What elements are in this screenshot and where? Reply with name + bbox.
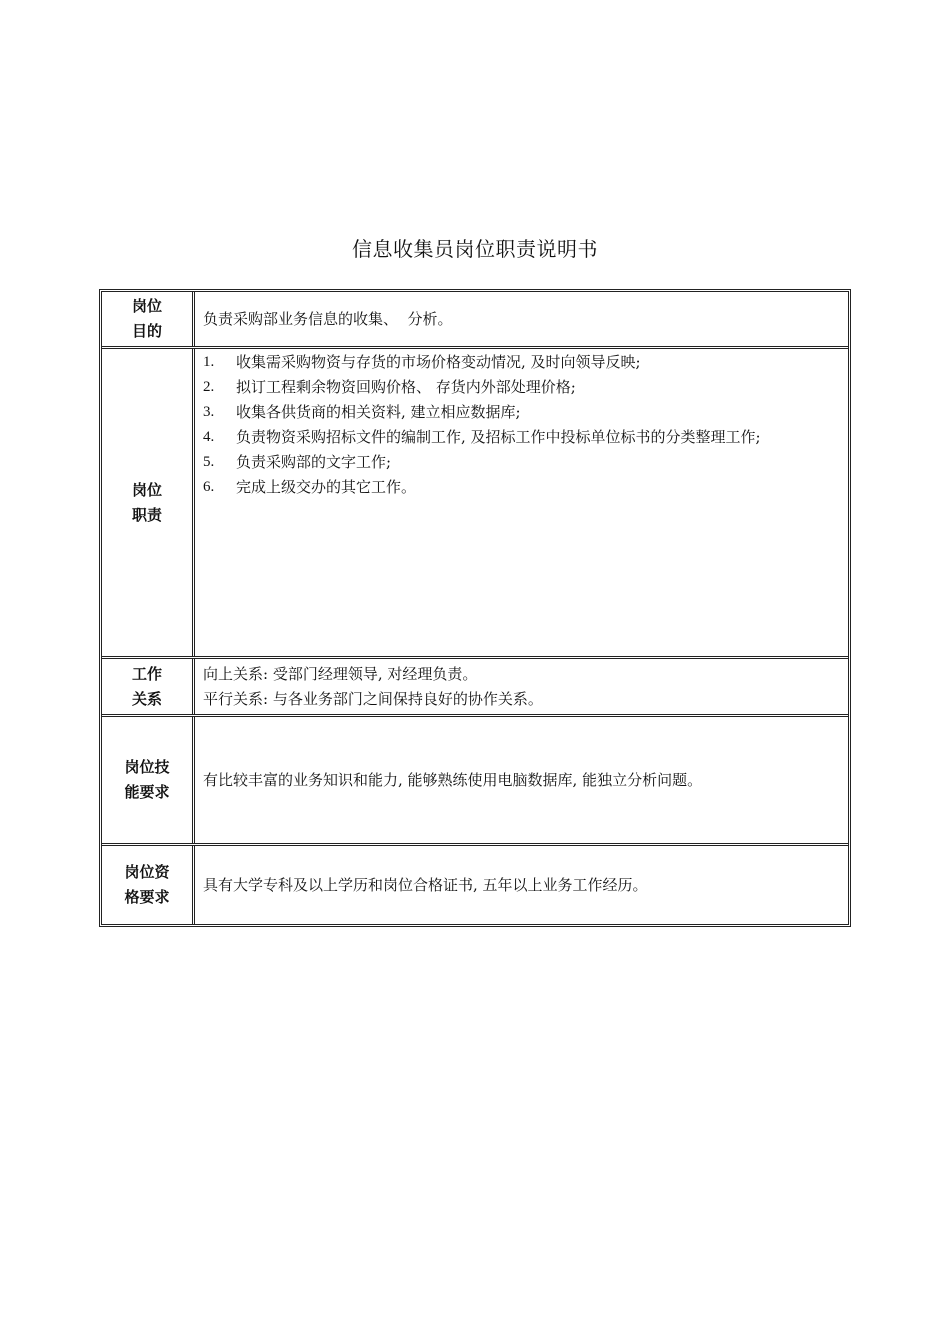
purpose-label-line1: 岗位 [131,297,162,315]
duty-text: 收集各供货商的相关资料, 建立相应数据库; [236,403,521,421]
upward-relation: 向上关系: 受部门经理领导, 对经理负责。 [203,665,478,683]
duties-label-line2: 职责 [131,505,162,524]
duty-text: 负责物资采购招标文件的编制工作, 及招标工作中投标单位标书的分类整理工作; [236,428,761,446]
duty-item [203,450,840,475]
qualifications-text: 具有大学专科及以上学历和岗位合格证书, 五年以上业务工作经历。 [203,875,648,894]
duty-item [203,375,840,400]
duty-item [203,350,840,375]
qualifications-content [195,846,848,924]
qualifications-row [102,846,848,924]
skills-label [102,717,195,843]
purpose-label-line2: 目的 [131,322,162,340]
duty-text: 收集需采购物资与存货的市场价格变动情况, 及时向领导反映; [236,353,641,371]
duty-number: 3. [203,404,215,420]
relations-row [102,659,848,717]
skills-text: 有比较丰富的业务知识和能力, 能够熟练使用电脑数据库, 能独立分析问题。 [203,770,703,789]
duty-item [203,475,840,500]
duty-number: 2. [203,379,215,395]
qualifications-label-line2: 格要求 [124,888,170,906]
duties-label [102,349,195,656]
skills-content [195,717,848,843]
duty-item [203,400,840,425]
skills-row [102,717,848,846]
relations-label-line2: 关系 [131,689,162,708]
relations-label [102,659,195,714]
duty-number: 5. [203,454,215,470]
relations-content [195,659,848,714]
duty-item [203,425,840,450]
relations-label-line1: 工作 [131,664,162,683]
purpose-text: 负责采购部业务信息的收集、 分析。 [203,309,453,328]
skills-label-line1: 岗位技 [124,758,170,776]
duties-content [195,349,848,656]
purpose-label [102,292,195,346]
duty-number: 1. [203,354,215,370]
duty-text: 负责采购部的文字工作; [236,453,392,471]
skills-label-line2: 能要求 [124,783,170,801]
purpose-content [195,292,848,346]
parallel-relation: 平行关系: 与各业务部门之间保持良好的协作关系。 [203,690,543,708]
document-title: 信息收集员岗位职责说明书 [352,237,598,261]
qualifications-label-line1: 岗位资 [124,863,170,881]
duty-number: 4. [203,429,215,445]
duties-row [102,349,848,659]
qualifications-label [102,846,195,924]
job-description-table [99,289,851,927]
duties-label-line1: 岗位 [131,480,162,499]
duty-number: 6. [203,479,215,495]
duty-text: 完成上级交办的其它工作。 [236,478,417,496]
duty-text: 拟订工程剩余物资回购价格、 存货内外部处理价格; [236,378,576,396]
purpose-row [102,292,848,349]
